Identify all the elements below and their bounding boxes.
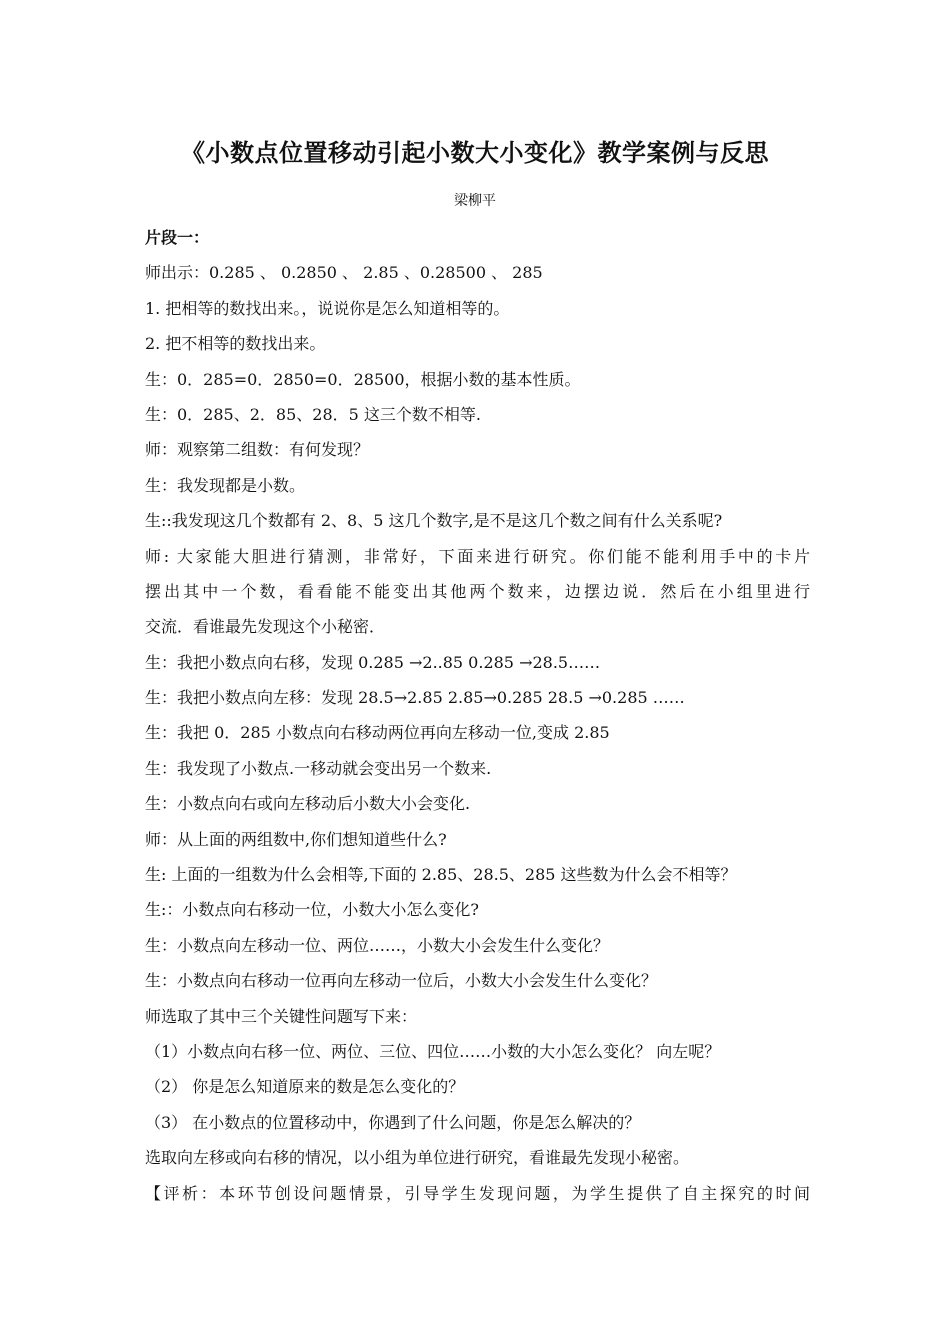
- text-line: 师出示：0.285 、 0.2850 、 2.85 、0.28500 、 285: [145, 263, 543, 283]
- text-line: 生：我把 0．285 小数点向右移动两位再向左移动一位,变成 2.85: [145, 723, 610, 743]
- text-line: 生::我发现这几个数都有 2、8、5 这几个数字,是不是这几个数之间有什么关系呢?: [145, 511, 723, 531]
- text-line: 生：我把小数点向右移，发现 0.285 →2..85 0.285 →28.5……: [145, 652, 601, 672]
- text-line: 生：0．285=0．2850=0．28500，根据小数的基本性质。: [145, 369, 581, 389]
- text-line: 摆出其中一个数，看看能不能变出其他两个数来，边摆边说．然后在小组里进行: [145, 581, 810, 601]
- text-line: 师：从上面的两组数中,你们想知道些什么?: [145, 829, 447, 849]
- document-body: [145, 220, 810, 1211]
- text-line: 生：我发现了小数点.一移动就会变出另一个数来.: [145, 758, 492, 778]
- text-line: 生：小数点向左移动一位、两位……，小数大小会发生什么变化？: [145, 935, 610, 955]
- text-line: 生：我把小数点向左移：发现 28.5→2.85 2.85→0.285 28.5 →0.285 ……: [145, 688, 685, 708]
- section-heading: 片段一：: [145, 228, 210, 247]
- text-line: 生：小数点向右移动一位再向左移动一位后，小数大小会发生什么变化？: [145, 971, 658, 991]
- document-author: 梁柳平: [454, 193, 496, 209]
- text-line: 师选取了其中三个关键性问题写下来：: [145, 1006, 418, 1026]
- text-line: （3） 在小数点的位置移动中，你遇到了什么问题，你是怎么解决的？: [145, 1112, 641, 1132]
- text-line: （2） 你是怎么知道原来的数是怎么变化的？: [145, 1077, 465, 1097]
- document-title: 《小数点位置移动引起小数大小变化》教学案例与反思: [181, 138, 769, 167]
- text-line: 师: 大家能大胆进行猜测，非常好，下面来进行研究。你们能不能利用手中的卡片: [145, 546, 810, 566]
- text-line: 生：0．285、2．85、28．5 这三个数不相等.: [145, 404, 481, 424]
- text-line: 生:：小数点向右移动一位，小数大小怎么变化?: [145, 900, 479, 920]
- text-line: 1. 把相等的数找出来。，说说你是怎么知道相等的。: [145, 298, 510, 318]
- text-line: 师：观察第二组数：有何发现？: [145, 440, 370, 460]
- text-line: 生：我发现都是小数。: [145, 475, 306, 495]
- text-line: 生: 上面的一组数为什么会相等,下面的 2.85、28.5、285 这些数为什么会不相等？: [145, 865, 737, 885]
- text-line: 【评析：本环节创设问题情景，引导学生发现问题，为学生提供了自主探究的时间: [145, 1183, 810, 1203]
- text-line: 生：小数点向右或向左移动后小数大小会变化.: [145, 794, 471, 814]
- text-line: 2. 把不相等的数找出来。: [145, 334, 326, 354]
- text-line: 交流．看谁最先发现这个小秘密．: [145, 617, 386, 637]
- text-line: （1）小数点向右移一位、两位、三位、四位……小数的大小怎么变化？ 向左呢？: [145, 1041, 721, 1061]
- text-line: 选取向左移或向右移的情况，以小组为单位进行研究，看谁最先发现小秘密。: [145, 1148, 690, 1168]
